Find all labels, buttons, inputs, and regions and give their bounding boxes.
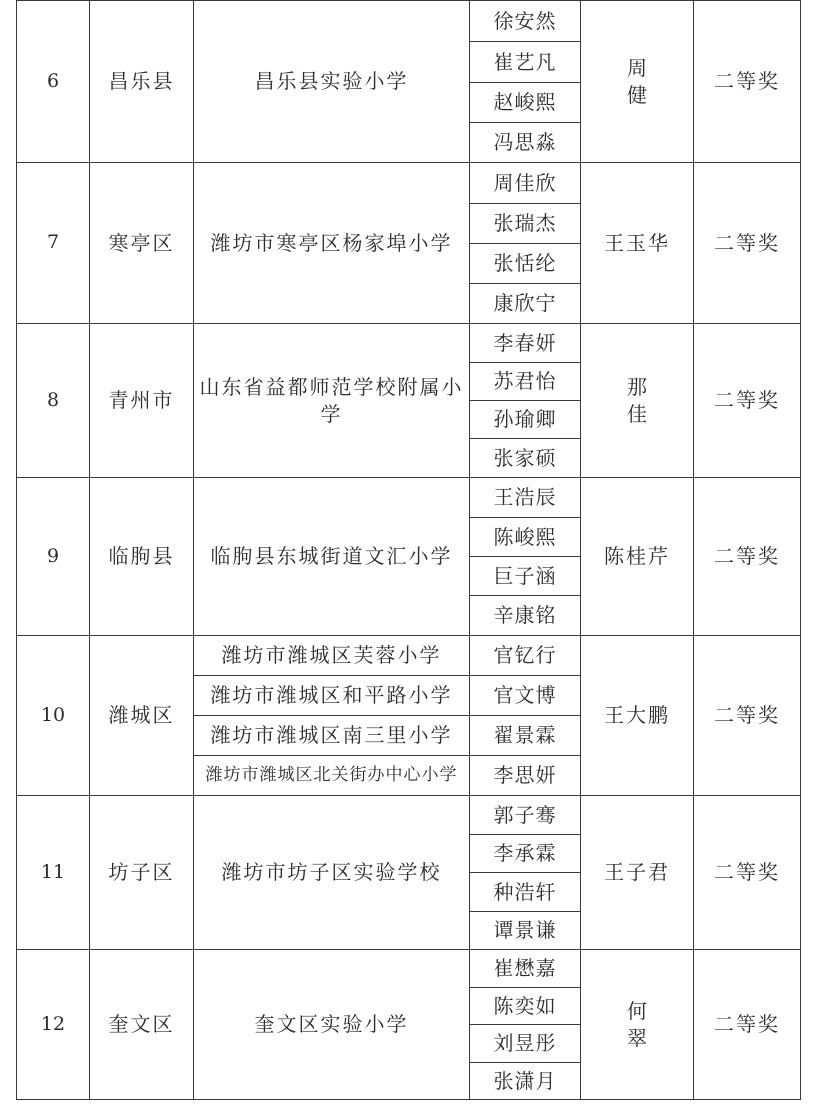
row-number: 12 [17, 950, 90, 1100]
award-table [16, 0, 801, 1100]
award-cell: 二等奖 [694, 324, 801, 478]
teacher-cell: 陈桂芹 [581, 478, 694, 636]
table-row [17, 636, 801, 676]
school-cell: 奎文区实验小学 [194, 950, 470, 1100]
row-number: 8 [17, 324, 90, 478]
table-row [17, 950, 801, 988]
student-name: 张家硕 [470, 439, 581, 478]
school-cell: 潍坊市潍城区和平路小学 [194, 676, 470, 716]
teacher-cell: 那佳 [581, 324, 694, 478]
school-cell: 潍坊市潍城区芙蓉小学 [194, 636, 470, 676]
row-number: 9 [17, 478, 90, 636]
award-cell: 二等奖 [694, 636, 801, 796]
student-name: 崔艺凡 [470, 42, 581, 83]
student-name: 官钇行 [470, 636, 581, 676]
student-name: 种浩轩 [470, 873, 581, 912]
row-number: 6 [17, 1, 90, 163]
student-name: 张恬纶 [470, 244, 581, 284]
table-row [17, 1, 801, 42]
award-cell: 二等奖 [694, 796, 801, 950]
student-name: 翟景霖 [470, 716, 581, 756]
award-cell: 二等奖 [694, 478, 801, 636]
award-cell: 二等奖 [694, 950, 801, 1100]
student-name: 孙瑜卿 [470, 401, 581, 439]
row-number: 7 [17, 163, 90, 324]
teacher-cell: 王大鹏 [581, 636, 694, 796]
student-name: 刘昱彤 [470, 1025, 581, 1063]
student-name: 李春妍 [470, 324, 581, 363]
school-cell: 山东省益都师范学校附属小学 [194, 324, 470, 478]
student-name: 郭子骞 [470, 796, 581, 835]
award-cell: 二等奖 [694, 1, 801, 163]
student-name: 谭景谦 [470, 912, 581, 950]
student-name: 巨子涵 [470, 557, 581, 596]
school-cell: 昌乐县实验小学 [194, 1, 470, 163]
student-name: 李思妍 [470, 756, 581, 796]
student-name: 李承霖 [470, 835, 581, 873]
student-name: 张瑞杰 [470, 204, 581, 244]
student-name: 赵峻熙 [470, 83, 581, 123]
district-cell: 临朐县 [90, 478, 194, 636]
table-row [17, 478, 801, 518]
student-name: 陈奕如 [470, 988, 581, 1025]
school-cell: 临朐县东城街道文汇小学 [194, 478, 470, 636]
district-cell: 奎文区 [90, 950, 194, 1100]
student-name: 王浩辰 [470, 478, 581, 518]
student-name: 崔懋嘉 [470, 950, 581, 988]
teacher-cell: 王子君 [581, 796, 694, 950]
district-cell: 坊子区 [90, 796, 194, 950]
award-cell: 二等奖 [694, 163, 801, 324]
table-row [17, 163, 801, 204]
teacher-cell: 何翠 [581, 950, 694, 1100]
student-name: 苏君怡 [470, 363, 581, 401]
student-name: 康欣宁 [470, 284, 581, 324]
row-number: 10 [17, 636, 90, 796]
table-row [17, 324, 801, 363]
row-number: 11 [17, 796, 90, 950]
district-cell: 昌乐县 [90, 1, 194, 163]
district-cell: 青州市 [90, 324, 194, 478]
teacher-cell: 王玉华 [581, 163, 694, 324]
student-name: 徐安然 [470, 1, 581, 42]
school-cell: 潍坊市潍城区北关街办中心小学 [194, 756, 470, 796]
student-name: 冯思淼 [470, 123, 581, 163]
district-cell: 潍城区 [90, 636, 194, 796]
student-name: 周佳欣 [470, 163, 581, 204]
school-cell: 潍坊市坊子区实验学校 [194, 796, 470, 950]
student-name: 辛康铭 [470, 596, 581, 636]
school-cell: 潍坊市寒亭区杨家埠小学 [194, 163, 470, 324]
teacher-cell: 周健 [581, 1, 694, 163]
student-name: 张潇月 [470, 1063, 581, 1100]
district-cell: 寒亭区 [90, 163, 194, 324]
table-row [17, 796, 801, 835]
student-name: 陈峻熙 [470, 518, 581, 557]
school-cell: 潍坊市潍城区南三里小学 [194, 716, 470, 756]
student-name: 官文博 [470, 676, 581, 716]
